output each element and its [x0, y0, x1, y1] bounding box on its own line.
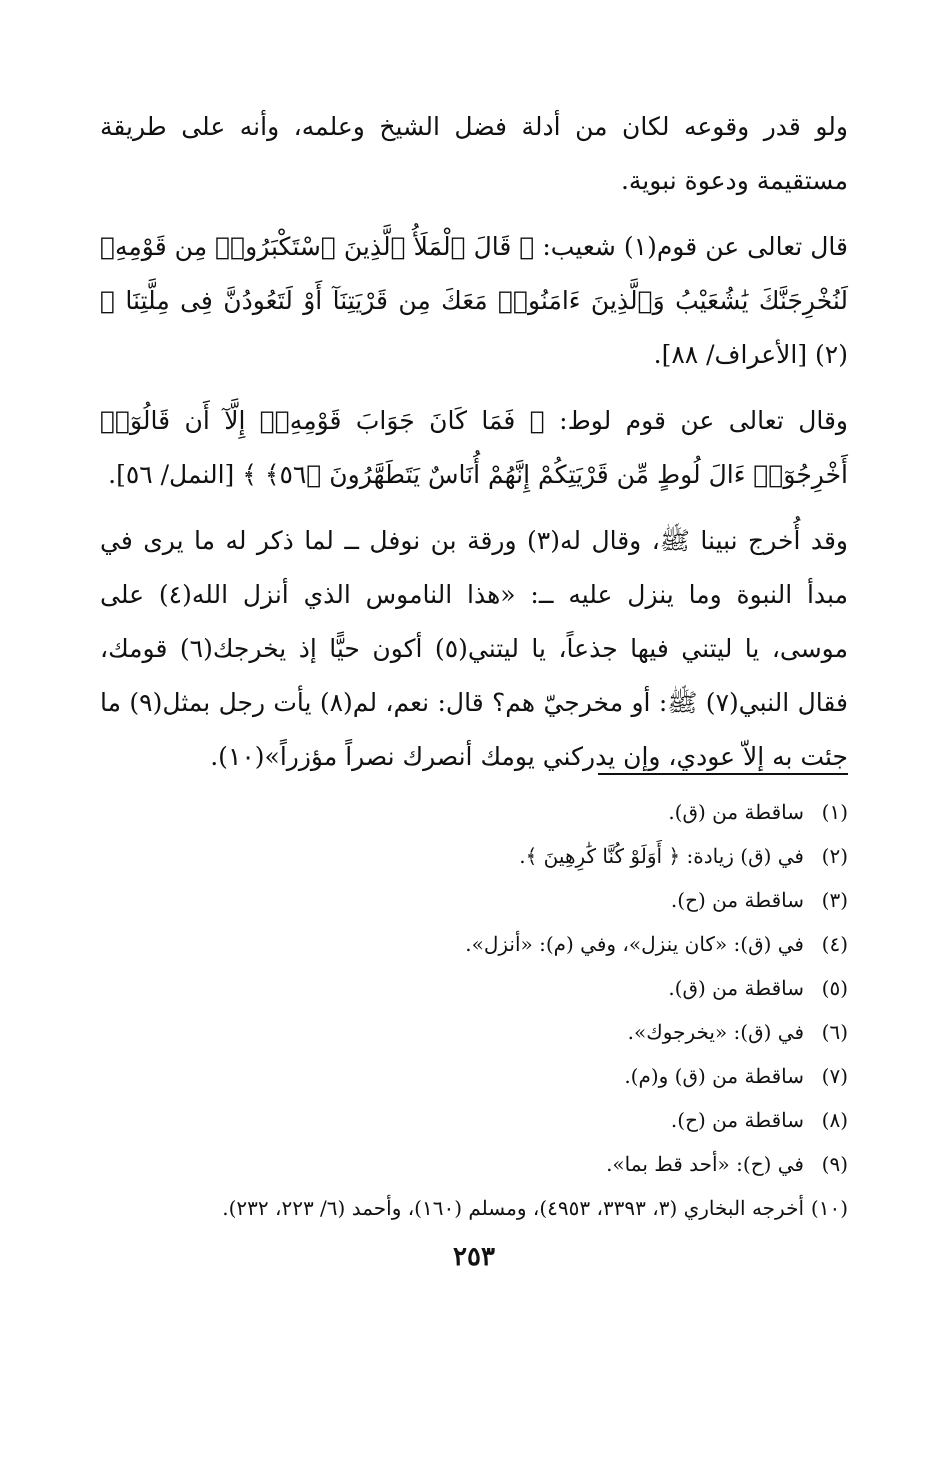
footnote-text: ساقطة من (ح).	[670, 1108, 804, 1132]
footnote-item	[100, 1054, 848, 1098]
footnote-text: ساقطة من (ح).	[670, 888, 804, 912]
footnote-text: في (ح): «أحد قط بما».	[606, 1152, 804, 1176]
footnote-item	[100, 1010, 848, 1054]
main-text-body	[100, 100, 848, 784]
paragraph-4-hadith: وقد أُخرج نبينا ﷺ، وقال له(٣) ورقة بن نوفل ــ لما ذكر له ما يرى في مبدأ النبوة وما ينزل عليه ــ: «هذا الناموس الذي أنزل الله(٤) على موسى، يا ليتني فيها جذعاً، يا ليتني(٥) أكون حيًّا إذ يخرجك(٦) قومك، فقال النبي(٧) ﷺ: أو مخرجيّ هم؟ قال: نعم، لم(٨) يأت رجل بمثل(٩) ما جئت به إلاّ عودي، وإن يدركني يومك أنصرك نصراً مؤزراً»(١٠).	[100, 526, 848, 771]
footnote-text: ساقطة من (ق) و(م).	[624, 1064, 804, 1088]
footnote-item	[100, 922, 848, 966]
page-number: ٢٥٣	[453, 1242, 495, 1272]
footnote-item	[100, 790, 848, 834]
footnote-number: (٥)	[821, 976, 848, 1000]
footnote-item	[100, 966, 848, 1010]
footnotes-list	[100, 790, 848, 1230]
footnote-number: (٧)	[821, 1064, 848, 1088]
footnote-number: (١)	[821, 800, 848, 824]
footnote-number: (٦)	[821, 1020, 848, 1044]
footnote-text: ساقطة من (ق).	[668, 976, 804, 1000]
paragraph-gap	[100, 502, 848, 514]
paragraph-1: ولو قدر وقوعه لكان من أدلة فضل الشيخ وعلمه، وأنه على طريقة مستقيمة ودعوة نبوية.	[100, 112, 848, 195]
footnote-item	[100, 1098, 848, 1142]
footnote-text: في (ق) زيادة: ﴿ أَوَلَوْ كُنَّا كَٰرِهِينَ ﴾.	[519, 844, 804, 868]
footnote-item	[100, 878, 848, 922]
footnote-number: (٨)	[821, 1108, 848, 1132]
footnote-separator	[598, 773, 848, 775]
paragraph-3-quran-lut: وقال تعالى عن قوم لوط: ﴿ فَمَا كَانَ جَوَابَ قَوْمِهِۦٓ إِلَّآ أَن قَالُوٓا۟ أَخْرِجُوٓا۟ ءَالَ لُوطٍ مِّن قَرْيَتِكُمْ إِنَّهُمْ أُنَاسٌ يَتَطَهَّرُونَ ﴿٥٦﴾ ﴾ [النمل/ ٥٦].	[100, 406, 848, 489]
footnote-text: أخرجه البخاري (٣، ٣٣٩٣، ٤٩٥٣)، ومسلم (١٦٠)، وأحمد (٦/ ٢٢٣، ٢٣٢).	[222, 1196, 804, 1220]
footnote-number: (٤)	[821, 932, 848, 956]
footnote-text: ساقطة من (ق).	[668, 800, 804, 824]
paragraph-gap	[100, 208, 848, 220]
footnote-number: (١٠)	[810, 1196, 848, 1220]
footnote-item	[100, 1142, 848, 1186]
footnote-number: (٢)	[821, 844, 848, 868]
footnote-number: (٣)	[821, 888, 848, 912]
footnote-item	[100, 1186, 848, 1230]
footnote-text: في (ق): «كان ينزل»، وفي (م): «أنزل».	[465, 932, 804, 956]
footnote-number: (٩)	[821, 1152, 848, 1176]
footnote-text: في (ق): «يخرجوك».	[627, 1020, 804, 1044]
paragraph-2-quran-shuayb: قال تعالى عن قوم(١) شعيب: ﴿ قَالَ ٱلْمَلَأُ ٱلَّذِينَ ٱسْتَكْبَرُوا۟ مِن قَوْمِهِۦ لَنُخْرِجَنَّكَ يَٰشُعَيْبُ وَٱلَّذِينَ ءَامَنُوا۟ مَعَكَ مِن قَرْيَتِنَآ أَوْ لَتَعُودُنَّ فِى مِلَّتِنَا ﴾(٢) [الأعراف/ ٨٨].	[100, 232, 848, 369]
footnote-item	[100, 834, 848, 878]
paragraph-gap	[100, 382, 848, 394]
